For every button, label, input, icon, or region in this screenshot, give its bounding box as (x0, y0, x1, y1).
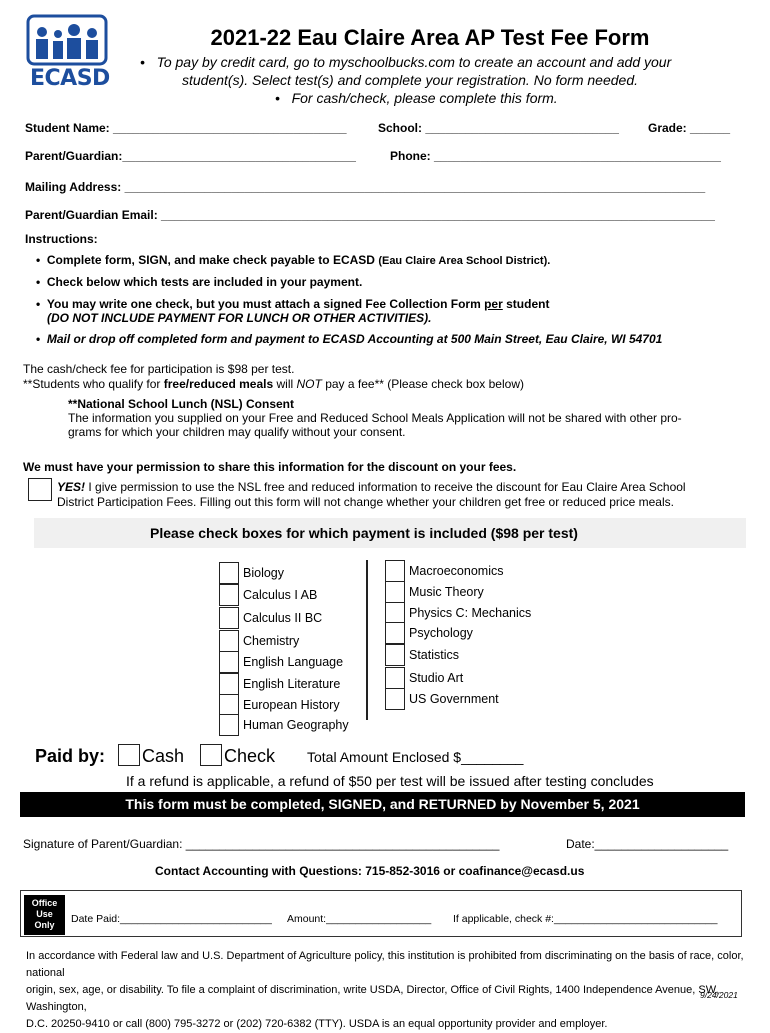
form-date: 9/24/2021 (700, 990, 738, 1000)
instruction-item-3: • You may write one check, but you must attach a signed Fee Collection Form per student (36, 297, 550, 311)
cash-label: Cash (142, 746, 185, 766)
mailing-address-field[interactable]: Mailing Address: _______________________________________________________________________________________ (25, 180, 706, 194)
office-use-tag: Office Use Only (24, 895, 65, 935)
test-label-right-3: Psychology (409, 626, 473, 640)
nsl-consent-checkbox[interactable] (28, 478, 52, 501)
test-label-left-7: Human Geography (243, 718, 349, 732)
free-reduced-line: **Students who qualify for free/reduced meals will NOT pay a fee** (Please check box below) (23, 377, 524, 391)
student-name-field[interactable]: Student Name: ___________________________________ (25, 121, 347, 135)
office-amount[interactable]: Amount:__________________ (287, 913, 432, 925)
school-field[interactable]: School: _____________________________ (378, 121, 619, 135)
check-checkbox[interactable] (200, 744, 222, 766)
bullet-credit-card-cont: student(s). Select test(s) and complete your registration. No form needed. (182, 72, 638, 88)
parent-email-field[interactable]: Parent/Guardian Email: ___________________________________________________________________________________ (25, 208, 715, 222)
total-amount-field[interactable]: Total Amount Enclosed $________ (307, 749, 524, 765)
instruction-item-1: • Complete form, SIGN, and make check payable to ECASD (Eau Claire Area School District). (36, 253, 551, 267)
phone-field[interactable]: Phone: ___________________________________________ (390, 149, 721, 163)
test-label-left-5: English Literature (243, 677, 341, 691)
test-label-right-6: US Government (409, 692, 499, 706)
test-label-left-4: English Language (243, 655, 344, 669)
test-checkbox-right-0[interactable] (385, 560, 405, 582)
test-label-left-3: Chemistry (243, 634, 300, 648)
logo-text: ECASD (30, 66, 110, 91)
cash-checkbox[interactable] (118, 744, 140, 766)
signature-field[interactable]: Signature of Parent/Guardian: _______________________________________________ (23, 837, 500, 851)
nsl-text-1: The information you supplied on your Free and Reduced School Meals Application will not be shared with other pro- (68, 411, 682, 425)
bullet-credit-card: • To pay by credit card, go to myschoolbucks.com to create an account and add your (140, 54, 672, 70)
test-checkbox-right-5[interactable] (385, 667, 405, 689)
test-checkbox-left-4[interactable] (219, 651, 239, 673)
deadline-banner: This form must be completed, SIGNED, and RETURNED by November 5, 2021 (20, 792, 745, 817)
test-label-right-0: Macroeconomics (409, 564, 504, 578)
instruction-item-4: • Mail or drop off completed form and payment to ECASD Accounting at 500 Main Street, Eau Claire, WI 54701 (36, 332, 663, 346)
permission-heading: We must have your permission to share this information for the discount on your fees. (23, 460, 517, 474)
test-label-left-2: Calculus II BC (243, 611, 323, 625)
test-label-left-1: Calculus I AB (243, 588, 318, 602)
nsl-text-2: grams for which your children may qualify without your consent. (68, 425, 406, 439)
grade-field[interactable]: Grade: ______ (648, 121, 731, 135)
office-check-number[interactable]: If applicable, check #:____________________________ (453, 913, 718, 925)
test-label-left-0: Biology (243, 566, 284, 580)
date-field[interactable]: Date:____________________ (566, 837, 729, 851)
page-title: 2021-22 Eau Claire Area AP Test Fee Form (210, 25, 650, 50)
test-label-right-5: Studio Art (409, 671, 464, 685)
test-label-right-1: Music Theory (409, 585, 484, 599)
bullet-cash-check: • For cash/check, please complete this form. (275, 90, 558, 106)
instruction-item-3-cont: (DO NOT INCLUDE PAYMENT FOR LUNCH OR OTHER ACTIVITIES). (47, 311, 432, 325)
test-label-right-2: Physics C: Mechanics (409, 606, 532, 620)
fee-line: The cash/check fee for participation is $98 per test. (23, 362, 295, 376)
test-checkbox-left-0[interactable] (219, 562, 239, 584)
test-checkbox-left-2[interactable] (219, 607, 239, 629)
logo-figures-icon (26, 14, 108, 66)
permission-text-2: District Participation Fees. Filling out this form will not change whether your children get free or reduced price meals. (57, 495, 674, 509)
test-label-right-4: Statistics (409, 648, 460, 662)
test-checkbox-left-7[interactable] (219, 714, 239, 736)
office-date-paid[interactable]: Date Paid:__________________________ (71, 913, 272, 925)
tests-divider (366, 560, 368, 720)
usda-statement: In accordance with Federal law and U.S. Department of Agriculture policy, this institution is prohibited from discriminating on the basis of race, color, national origin, sex, age, or disability. To file a complaint of discrimination, write USDA, Director, Office of Civil Rights, 1400 Independence Avenue, SW, Washington, D.C. 20250-9410 or call (800) 795-3272 or (202) 720-6382 (TTY). USDA is an equal opportunity provider and employer. (26, 950, 744, 1030)
instructions-heading: Instructions: (25, 232, 98, 246)
tests-heading: Please check boxes for which payment is included ($98 per test) (150, 525, 578, 541)
test-checkbox-right-6[interactable] (385, 688, 405, 710)
test-checkbox-right-1[interactable] (385, 581, 405, 603)
test-checkbox-left-1[interactable] (219, 584, 239, 606)
check-label: Check (224, 746, 276, 766)
paid-by-label: Paid by: (35, 746, 106, 766)
nsl-heading: **National School Lunch (NSL) Consent (68, 397, 295, 411)
refund-note: If a refund is applicable, a refund of $50 per test will be issued after testing concludes (126, 773, 654, 789)
contact-line: Contact Accounting with Questions: 715-852-3016 or coafinance@ecasd.us (155, 864, 585, 878)
test-checkbox-left-5[interactable] (219, 673, 239, 695)
instruction-item-2: • Check below which tests are included in your payment. (36, 275, 363, 289)
ecasd-logo (26, 14, 108, 92)
test-checkbox-left-3[interactable] (219, 630, 239, 652)
test-checkbox-right-4[interactable] (385, 644, 405, 666)
permission-text-1: YES! I give permission to use the NSL free and reduced information to receive the discount for Eau Claire Area School (57, 480, 686, 494)
test-checkbox-right-3[interactable] (385, 622, 405, 644)
test-checkbox-left-6[interactable] (219, 694, 239, 716)
test-checkbox-right-2[interactable] (385, 602, 405, 624)
parent-guardian-field[interactable]: Parent/Guardian:___________________________________ (25, 149, 356, 163)
test-label-left-6: European History (243, 698, 340, 712)
